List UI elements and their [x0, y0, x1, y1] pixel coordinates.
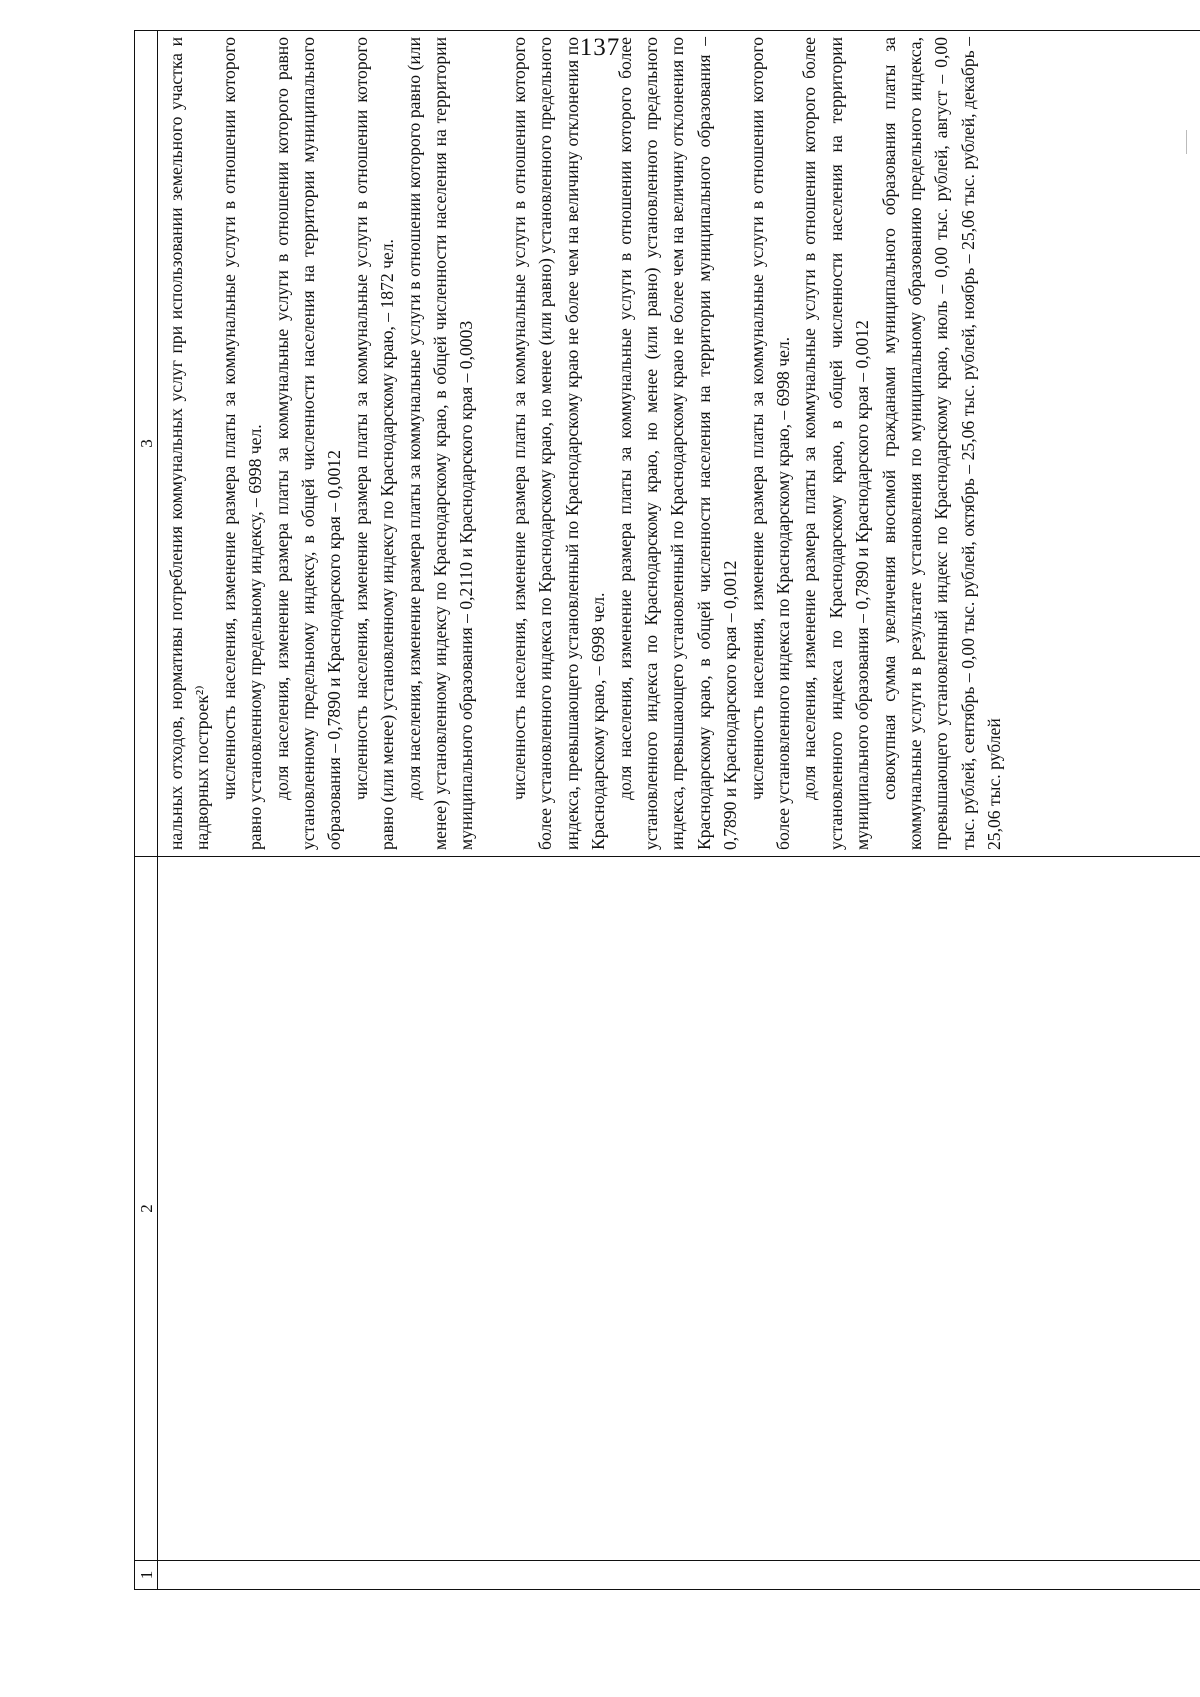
table-paragraph: доля населения, изменение размера платы за коммунальные услуги в отношении которого равно (или менее) установленному индексу по Краснодарскому краю, в общей численности населения на территории муниципального образования – 0,2110 и Краснодарского края – 0,0003: [403, 37, 477, 850]
table-header-row: [135, 31, 158, 1589]
column-3-text: [158, 31, 1008, 856]
table-paragraph: доля населения, изменение размера платы за коммунальные услуги в отношении которого равно установленному предельному индексу, в общей численности населения на территории муниципального образования – 0,7890 и Краснодарского края – 0,0012: [271, 37, 345, 850]
table-paragraph: доля населения, изменение размера платы за коммунальные услуги в отношении которого более установленного индекса по Краснодарскому краю, в общей численности населения на территории муниципального образования – 0,7890 и Краснодарского края – 0,0012: [799, 37, 873, 850]
table-body-row: [158, 31, 1200, 1589]
table-paragraph: совокупная сумма увеличения вносимой гражданами муниципального образования платы за коммунальные услуги в результате установления по муниципальному образованию предельного индекса, превышающего установленный индекс по Краснодарскому краю, июль – 0,00 тыс. рублей, август – 0,00 тыс. рублей, сентябрь – 0,00 тыс. рублей, октябрь – 25,06 тыс. рублей, ноябрь – 25,06 тыс. рублей, декабрь – 25,06 тыс. рублей: [878, 37, 1005, 850]
column-3-header: 3: [136, 439, 156, 448]
table-paragraph: доля населения, изменение размера платы за коммунальные услуги в отношении которого более установленного индекса по Краснодарскому краю, но менее (или равно) установленного предельного индекса, превышающего установленный по Краснодарскому краю не более чем на величину отклонения по Краснодарскому краю, в общей численности населения на территории муниципального образования – 0,7890 и Краснодарского края – 0,0012: [614, 37, 741, 850]
column-3-cell: [158, 31, 1200, 856]
column-2-header: 2: [135, 856, 157, 1560]
column-1-cell: [158, 1560, 1200, 1589]
rotated-table: [134, 30, 1200, 1590]
table-paragraph: численность населения, изменение размера платы за коммунальные услуги в отношении которого равно (или менее) установленному индексу по Краснодарскому краю, – 1872 чел.: [350, 37, 398, 850]
table-paragraph: численность населения, изменение размера платы за коммунальные услуги в отношении которого более установленного индекса по Краснодарскому краю, но менее (или равно) установленного предельного индекса, превышающего установленный по Краснодарскому краю не более чем на величину отклонения по Краснодарскому краю, – 6998 чел.: [508, 37, 609, 850]
column-1-header: 1: [135, 1560, 157, 1589]
table-paragraph: нальных отходов, нормативы потребления коммунальных услуг при использовании земельного участка и надворных построек²⁾: [166, 37, 213, 850]
page-number: 137: [579, 34, 621, 61]
column-2-cell: [158, 856, 1200, 1560]
table-paragraph: численность населения, изменение размера платы за коммунальные услуги в отношении которого более установленного индекса по Краснодарскому краю, – 6998 чел.: [746, 37, 793, 850]
table-paragraph: численность населения, изменение размера платы за коммунальные услуги в отношении которого равно установленному предельному индексу, – 6998 чел.: [218, 37, 266, 850]
